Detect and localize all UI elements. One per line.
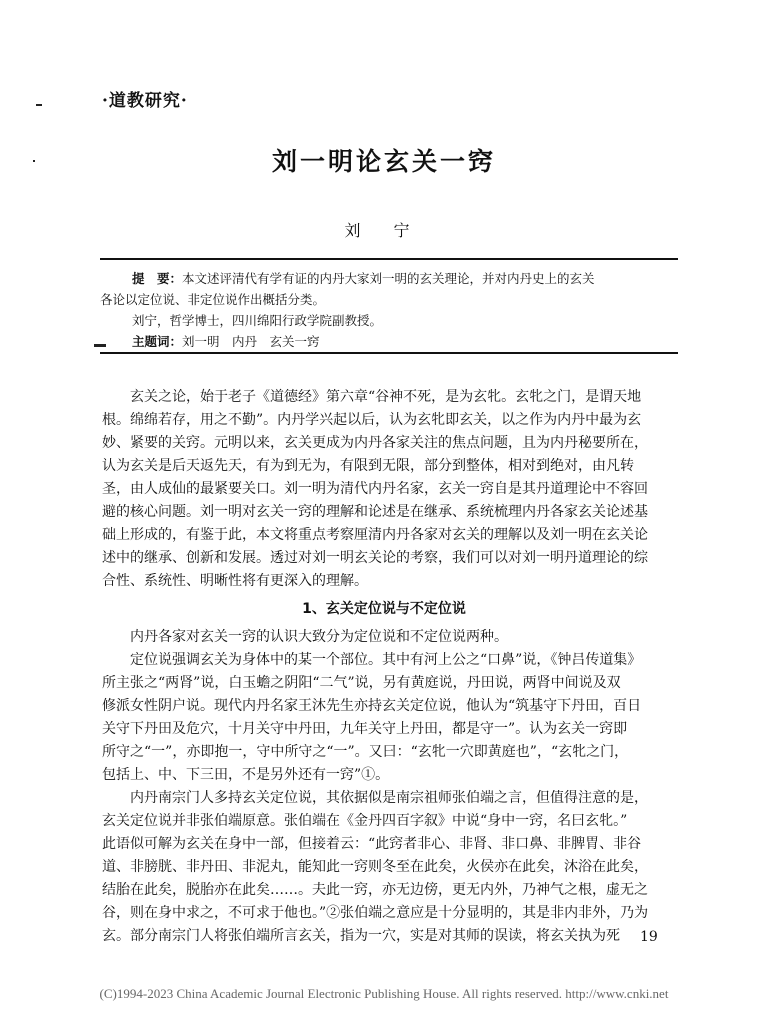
scan-speck [36, 104, 42, 106]
text-line: 所主张之“两肾”说，白玉蟾之阴阳“二气”说，另有黄庭说，丹田说，两肾中间说及双 [102, 675, 621, 691]
text-line: 根。绵绵若存，用之不勤”。内丹学兴起以后，认为玄牝即玄关，以之作为内丹中最为玄 [102, 412, 642, 428]
text-line: 关守下丹田及危穴，十月关守中丹田，九年关守上丹田，都是守一”。认为玄关一窍即 [102, 721, 628, 737]
text-line: 道、非膀胱、非丹田、非泥丸，能知此一窍则冬至在此矣，火侯亦在此矣，沐浴在此矣， [102, 859, 648, 875]
text-line: 内丹各家对玄关一窍的认识大致分为定位说和不定位说两种。 [130, 629, 508, 645]
column-tag: ·道教研究· [102, 91, 188, 111]
text-line: 认为玄关是后天返先天，有为到无为，有限到无限，部分到整体，相对到绝对，由凡转 [102, 458, 634, 474]
text-line: 避的核心问题。刘一明对玄关一窍的理解和论述是在继承、系统梳理内丹各家玄关论述基 [102, 504, 648, 520]
text-line: 包括上、中、下三田，不是另外还有一窍”①。 [102, 767, 390, 783]
abstract-label: 提 要： [132, 271, 183, 286]
section-body [102, 626, 678, 948]
keywords-line [100, 331, 680, 352]
text-line: 合性、系统性、明晰性将有更深入的理解。 [102, 573, 368, 589]
abstract-block [100, 268, 680, 352]
text-line: 圣，由人成仙的最紧要关口。刘一明为清代内丹名家，玄关一窍自是其丹道理论中不容回 [102, 481, 648, 497]
text-line: 所守之“一”，亦即抱一，守中所守之“一”。又曰：“玄牝一穴即黄庭也”，“玄牝之门， [102, 744, 629, 760]
text-line: 玄关之论，始于老子《道德经》第六章“谷神不死，是为玄牝。玄牝之门，是谓天地 [130, 389, 642, 405]
text-line: 述中的继承、创新和发展。透过对刘一明玄关论的考察，我们可以对刘一明丹道理论的综 [102, 550, 648, 566]
abstract-line: 各论以定位说、非定位说作出概括分类。 [100, 292, 326, 307]
text-line: 内丹南宗门人多持玄关定位说，其依据似是南宗祖师张伯端之言，但值得注意的是， [130, 790, 648, 806]
text-line: 此语似可解为玄关在身中一部，但接着云：“此窍者非心、非肾、非口鼻、非脾胃、非谷 [102, 836, 642, 852]
copyright-footer: (C)1994-2023 China Academic Journal Electronic Publishing House. All rights reserved. http://www.cnki.net [99, 986, 669, 1001]
abstract-bottom-rule [100, 352, 678, 354]
text-line: 谷，则在身中求之，不可求于他也。”②张伯端之意应是十分显明的，其是非内非外，乃为 [102, 905, 649, 921]
abstract-top-rule [100, 258, 678, 260]
text-line: 玄关定位说并非张伯端原意。张伯端在《金丹四百字叙》中说“身中一窍，名曰玄牝。” [102, 813, 628, 829]
text-line: 修派女性阴户说。现代内丹名家王沐先生亦持玄关定位说，他认为“筑基守下丹田，百日 [102, 698, 642, 714]
text-line: 结胎在此矣，脱胎亦在此矣……。夫此一窍，亦无边傍，更无内外，乃神气之根，虚无之 [102, 882, 648, 898]
intro-paragraph [102, 386, 678, 593]
section-heading: 1、玄关定位说与不定位说 [302, 601, 466, 617]
abstract-line [100, 268, 680, 289]
article-title: 刘一明论玄关一窍 [271, 147, 496, 176]
text-line: 玄。部分南宗门人将张伯端所言玄关，指为一穴，实是对其师的误读，将玄关执为死 [102, 928, 620, 944]
keywords-text: 刘一明 内丹 玄关一窍 [182, 334, 320, 349]
margin-mark [94, 344, 106, 347]
article-author: 刘 宁 [344, 221, 424, 240]
author-info: 刘宁，哲学博士，四川绵阳行政学院副教授。 [132, 313, 383, 328]
abstract-text: 本文述评清代有学有证的内丹大家刘一明的玄关理论，并对内丹史上的玄关 [182, 271, 595, 286]
keywords-label: 主题词： [132, 334, 183, 349]
text-line: 妙、紧要的关窍。元明以来，玄关更成为内丹各家关注的焦点问题，且为内丹秘要所在， [102, 435, 648, 451]
page-number: 19 [640, 929, 658, 945]
text-line: 定位说强调玄关为身体中的某一个部位。其中有河上公之“口鼻”说，《钟吕传道集》 [130, 652, 642, 668]
text-line: 础上形成的，有鉴于此，本文将重点考察厘清内丹各家对玄关的理解以及刘一明在玄关论 [102, 527, 648, 543]
